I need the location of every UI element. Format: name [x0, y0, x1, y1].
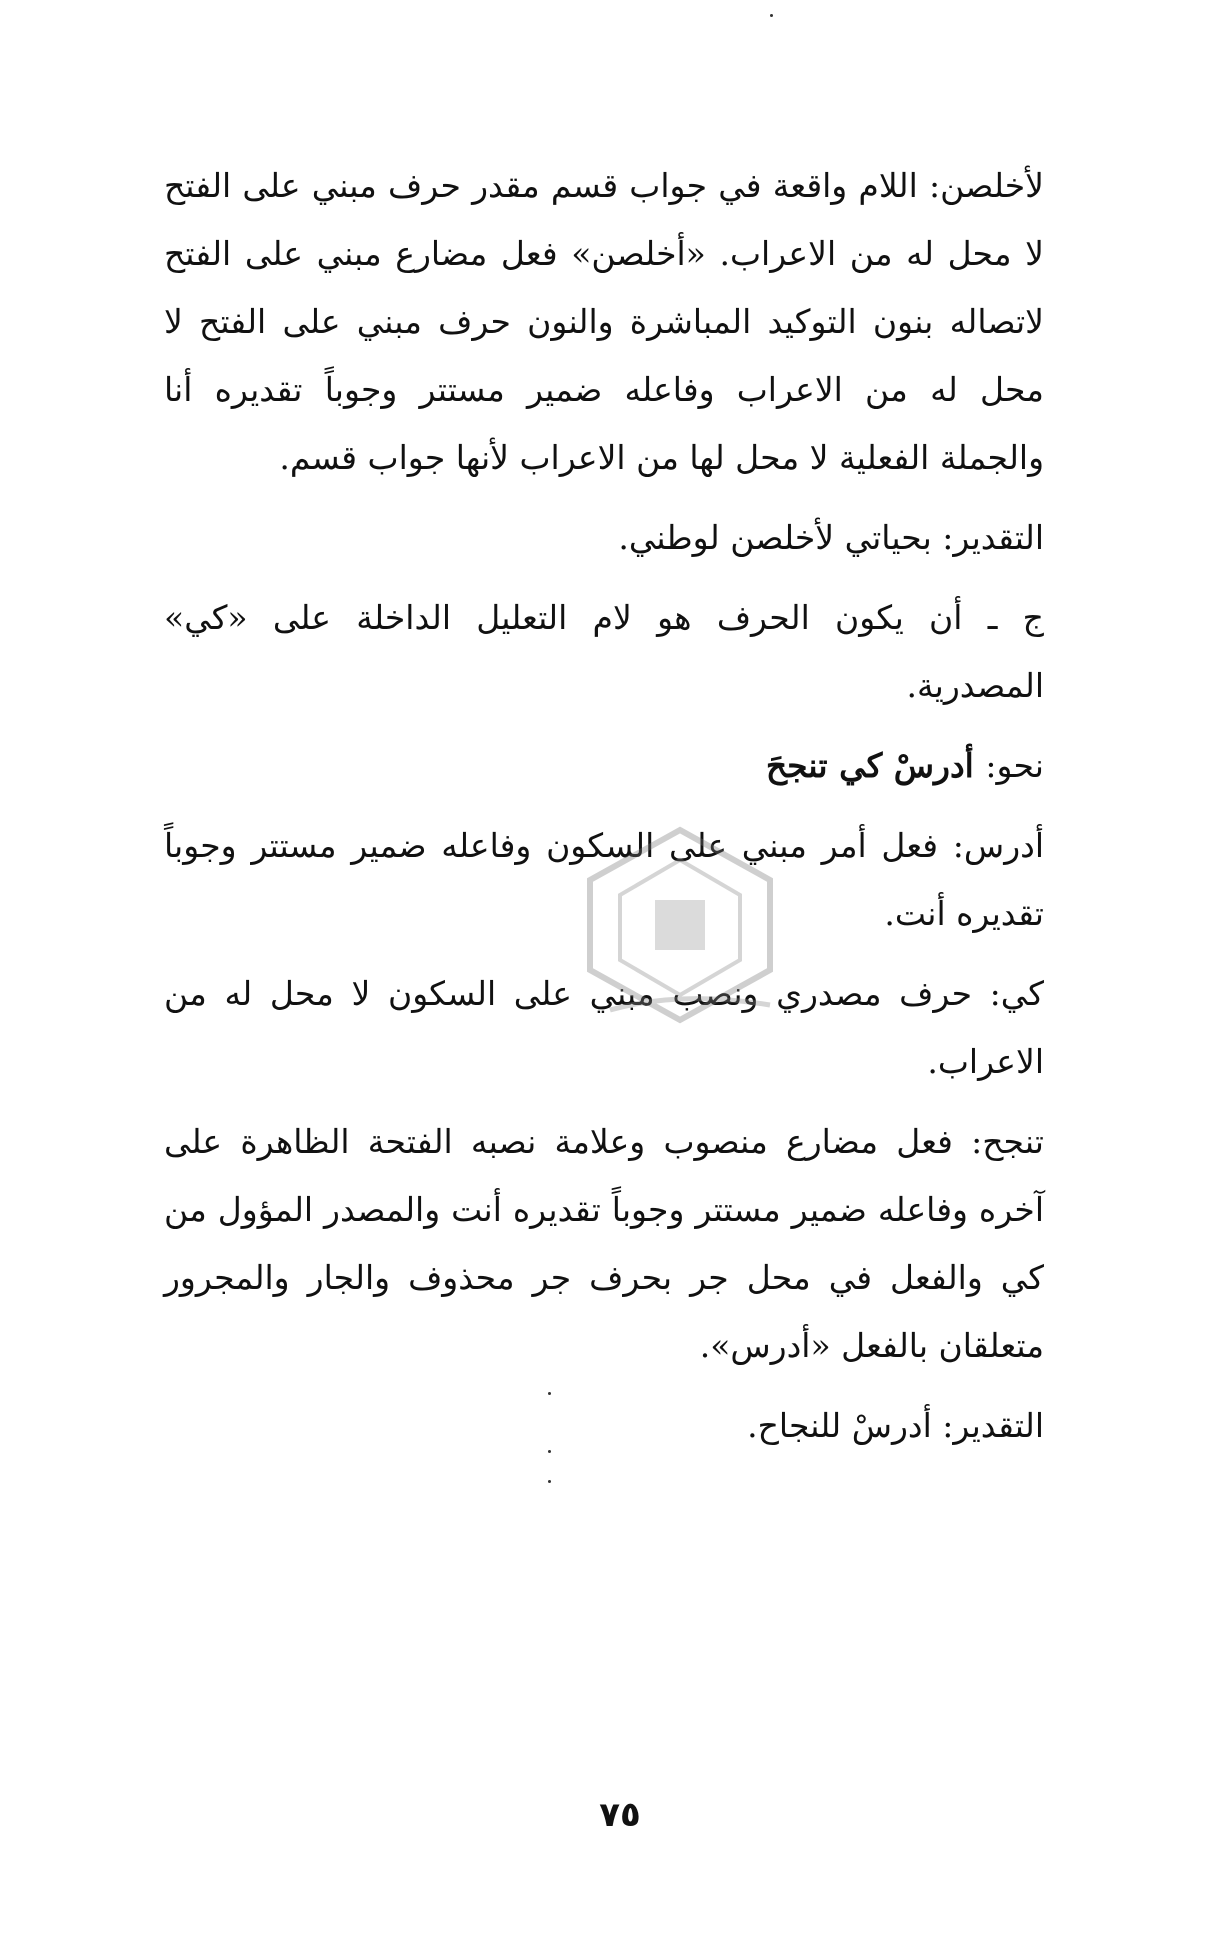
paragraph-text: أدرسْ للنجاح. [747, 1406, 943, 1445]
paragraph-akhlisanna [164, 152, 1044, 492]
paragraph-example [164, 732, 1044, 800]
paragraph-term: ج ـ [987, 598, 1044, 637]
paragraph-text: اللام واقعة في جواب قسم مقدر حرف مبني على الفتح لا محل له من الاعراب. «أخلصن» فعل مضارع مبني على الفتح لاتصاله بنون التوكيد المباشرة والنون حرف مبني على الفتح لا محل له من الاعراب وفاعله ضمير مستتر وجوباً تقديره أنا والجملة الفعلية لا محل لها من الاعراب لأنها جواب قسم. [164, 166, 1044, 477]
watermark-logo-icon [570, 820, 790, 1040]
paragraph-term: أدرس: [952, 826, 1044, 865]
paragraph-taqdir-2 [164, 1392, 1044, 1460]
scan-speck [770, 14, 773, 17]
paragraph-term: كي: [989, 974, 1044, 1013]
paragraph-text: أن يكون الحرف هو لام التعليل الداخلة على «كي» المصدرية. [164, 598, 1044, 705]
scan-speck [548, 1480, 551, 1483]
paragraph-text: بحياتي لأخلصن لوطني. [618, 518, 943, 557]
paragraph-text: حرف مصدري ونصب مبني على السكون لا محل له من الاعراب. [164, 974, 1044, 1081]
paragraph-jim [164, 584, 1044, 720]
paragraph-term: تنجح: [971, 1122, 1044, 1161]
page-number: ٧٥ [599, 1795, 641, 1835]
example-sentence: أدرسْ كي تنجحَ [765, 746, 986, 785]
paragraph-text: فعل مضارع منصوب وعلامة نصبه الفتحة الظاهرة على آخره وفاعله ضمير مستتر وجوباً تقديره أنت والمصدر المؤول من كي والفعل في محل جر بحرف جر محذوف والجار والمجرور متعلقان بالفعل «أدرس». [164, 1122, 1044, 1365]
paragraph-text: فعل أمر مبني على السكون وفاعله ضمير مستتر وجوباً تقديره أنت. [164, 826, 1044, 933]
scan-speck [548, 1450, 551, 1453]
paragraph-term: نحو: [985, 746, 1044, 785]
paragraph-taqdir-1 [164, 504, 1044, 572]
paragraph-tanjah [164, 1108, 1044, 1380]
body-text [164, 152, 1044, 1472]
paragraph-term: لأخلصن: [928, 166, 1044, 205]
paragraph-term: التقدير: [942, 518, 1044, 557]
paragraph-term: التقدير: [942, 1406, 1044, 1445]
scan-speck [548, 1392, 551, 1395]
